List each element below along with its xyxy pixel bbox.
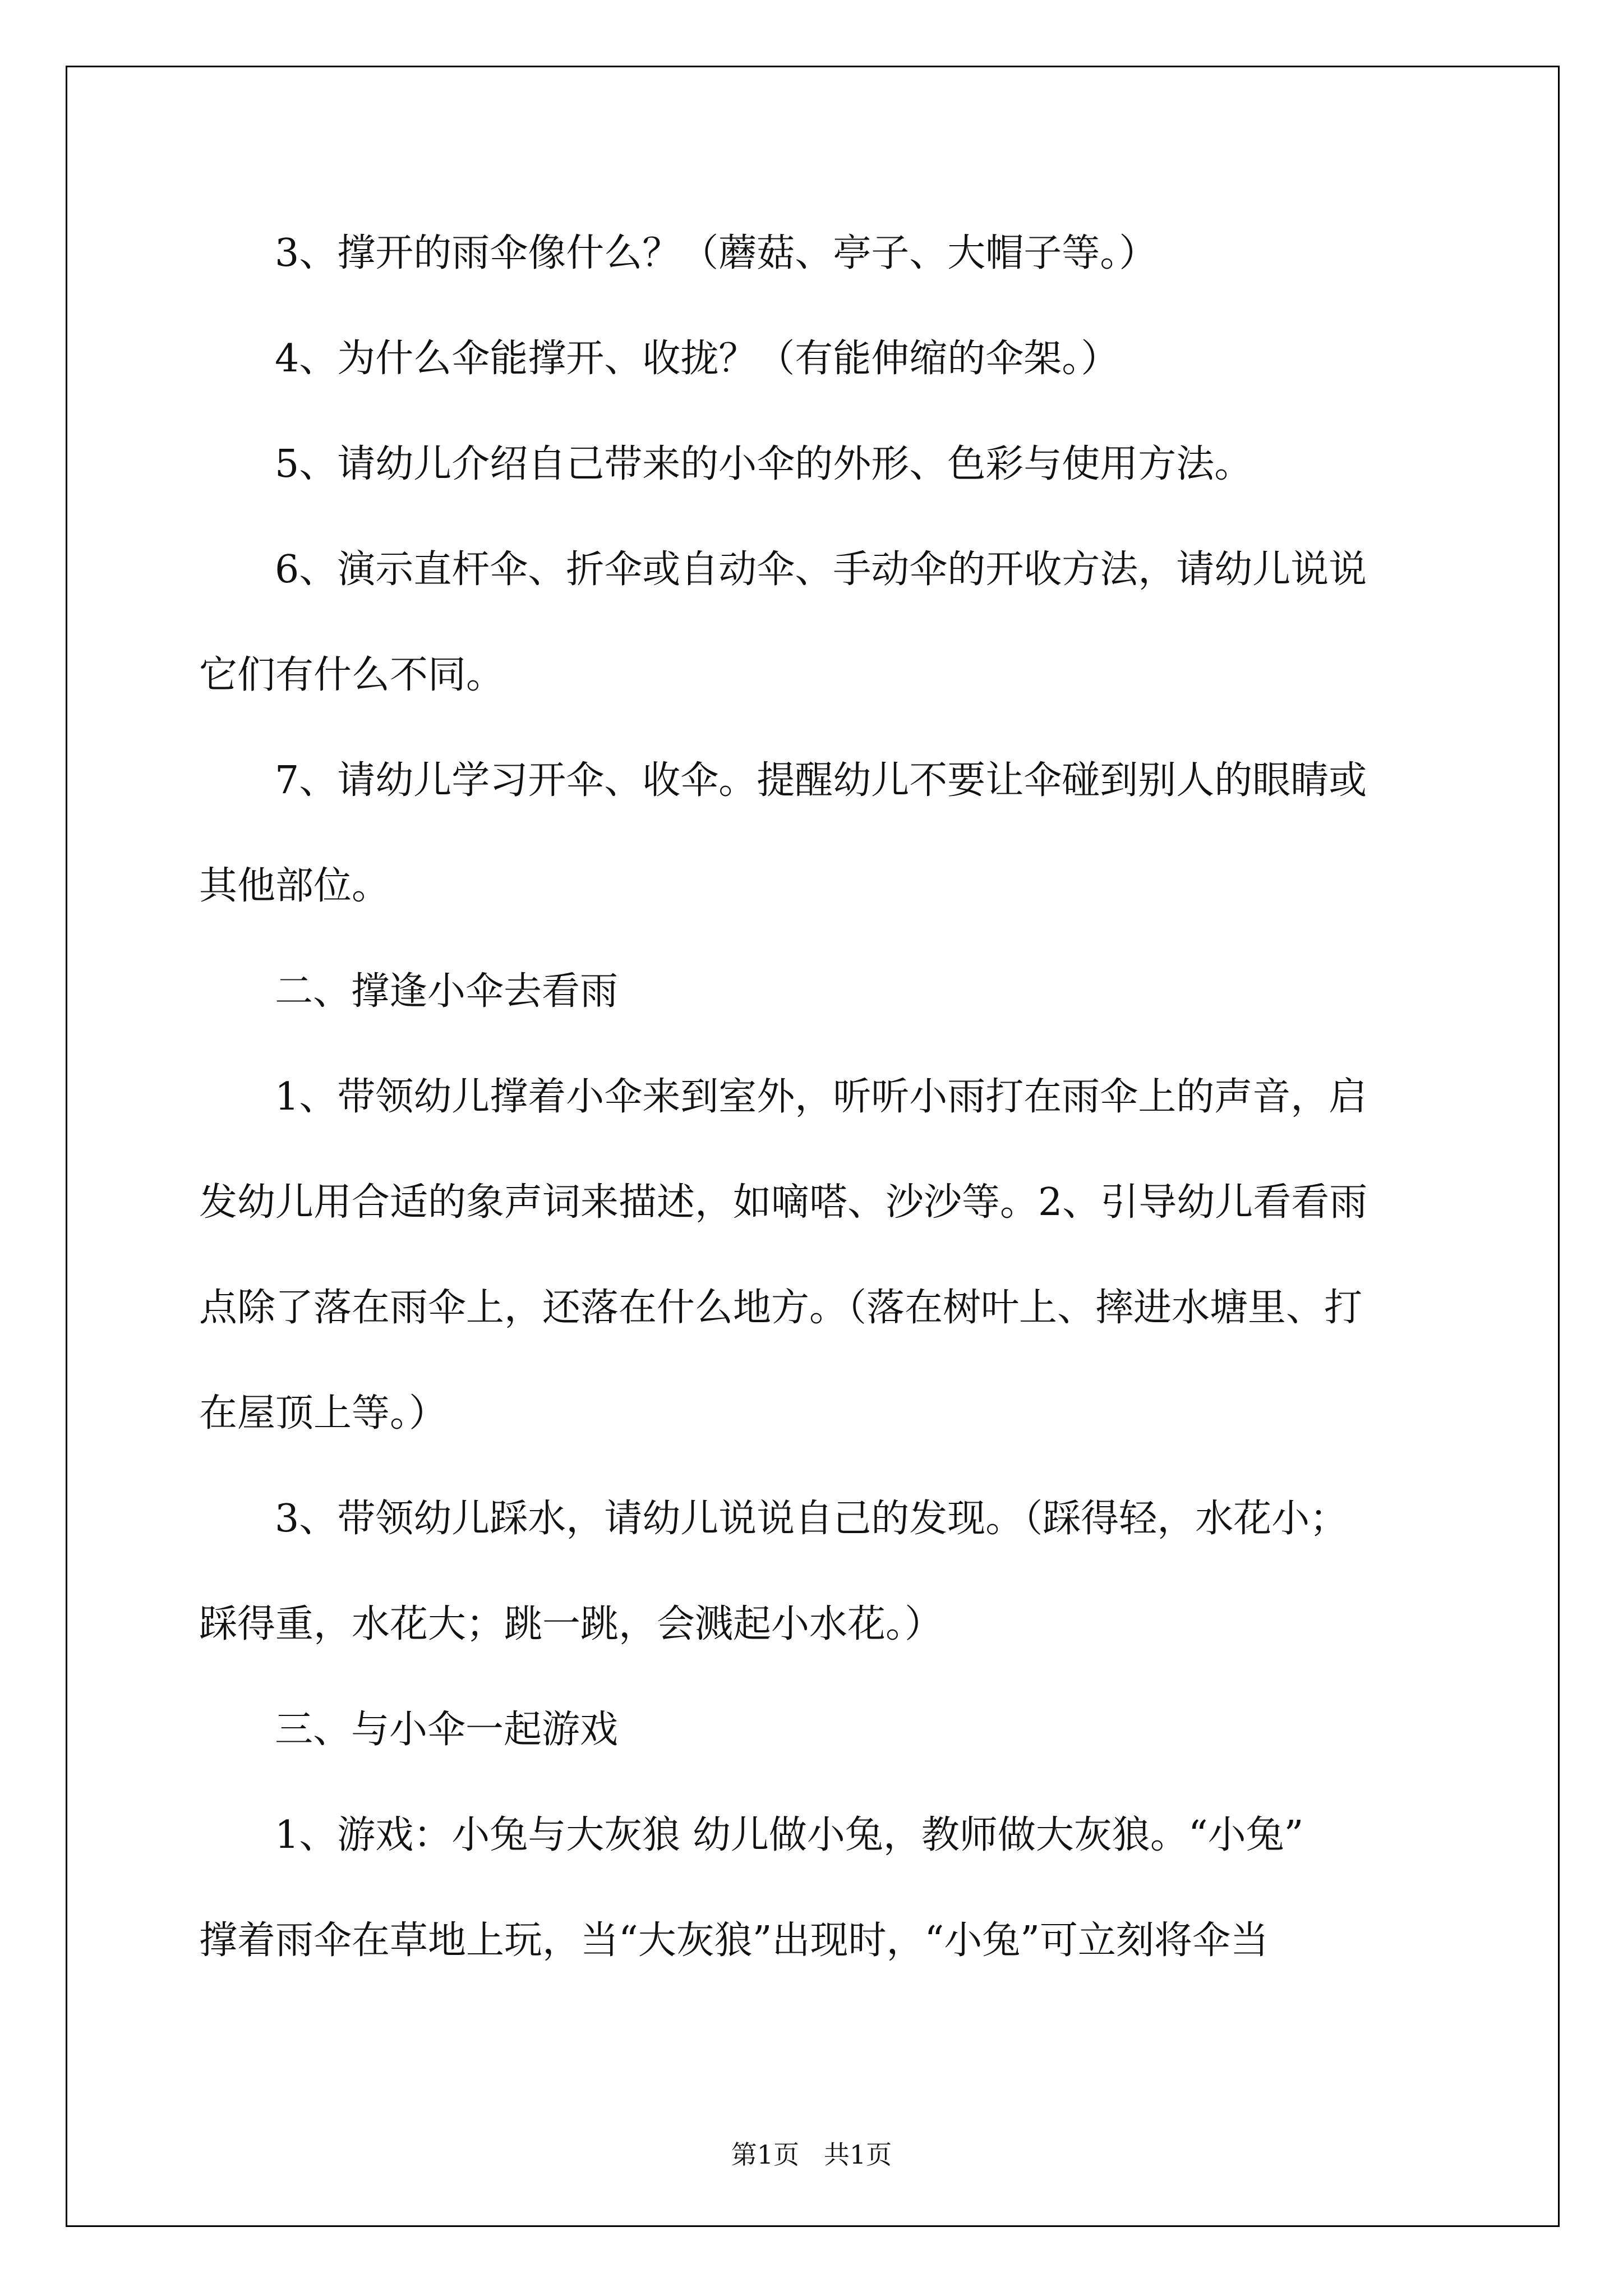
page-footer: 第1页 共1页 bbox=[731, 2139, 892, 2170]
section-heading: 三、与小伞一起游戏 bbox=[275, 1708, 619, 1752]
paragraph-line: 7、请幼儿学习开伞、收伞。提醒幼儿不要让伞碰到别人的眼睛或 bbox=[275, 758, 1367, 803]
paragraph-line: 撑着雨伞在草地上玩，当“大灰狼”出现时，“小兔”可立刻将伞当 bbox=[199, 1918, 1269, 1963]
paragraph-line: 它们有什么不同。 bbox=[199, 653, 505, 697]
page-border bbox=[66, 66, 1560, 2227]
paragraph-line: 5、请幼儿介绍自己带来的小伞的外形、色彩与使用方法。 bbox=[275, 442, 1253, 486]
paragraph-line: 踩得重，水花大；跳一跳，会溅起小水花。） bbox=[199, 1602, 943, 1646]
paragraph-line: 3、带领幼儿踩水，请幼儿说说自己的发现。（踩得轻，水花小； bbox=[275, 1497, 1348, 1541]
paragraph-line: 在屋顶上等。） bbox=[199, 1391, 448, 1435]
paragraph-line: 1、带领幼儿撑着小伞来到室外，听听小雨打在雨伞上的声音，启 bbox=[275, 1075, 1367, 1119]
paragraph-line: 点除了落在雨伞上，还落在什么地方。（落在树叶上、摔进水塘里、打 bbox=[199, 1286, 1363, 1330]
paragraph-line: 3、撑开的雨伞像什么？（蘑菇、亭子、大帽子等。） bbox=[275, 231, 1158, 275]
section-heading: 二、撑逢小伞去看雨 bbox=[275, 969, 619, 1014]
paragraph-line: 6、演示直杆伞、折伞或自动伞、手动伞的开收方法，请幼儿说说 bbox=[275, 547, 1367, 592]
paragraph-line: 4、为什么伞能撑开、收拢？（有能伸缩的伞架。） bbox=[275, 337, 1119, 381]
paragraph-line: 其他部位。 bbox=[199, 864, 390, 908]
paragraph-line: 1、游戏：小兔与大灰狼 幼儿做小兔，教师做大灰狼。“小兔” bbox=[275, 1813, 1304, 1857]
paragraph-line: 发幼儿用合适的象声词来描述，如嘀嗒、沙沙等。2、引导幼儿看看雨 bbox=[199, 1180, 1368, 1225]
